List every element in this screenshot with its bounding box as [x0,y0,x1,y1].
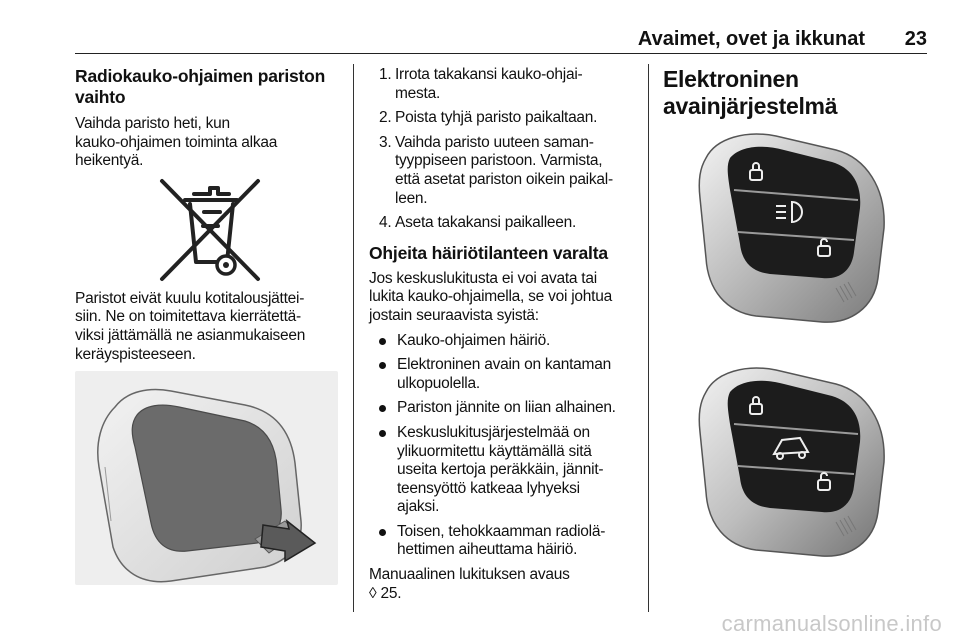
column-2 [369,66,637,603]
header-title: Avaimet, ovet ja ikkunat [637,28,865,50]
text-line: että asetat pariston oikein paikal- [395,170,613,188]
step-number: 1. [379,66,392,83]
text-line: teensyöttö katkeaa lyhyeksi [397,479,580,497]
text-line: lukita kauko-ohjaimella, se voi johtua [369,288,612,306]
text-line: heikentyä. [75,152,144,170]
list-item [369,523,637,560]
page-number: 23 [904,28,927,50]
step-item [369,134,637,208]
step-item [369,109,637,128]
text-line: viksi jättämällä ne asianmukaiseen [75,326,306,344]
page-ref-link[interactable]: 25. [380,584,402,602]
troubleshoot-intro [369,270,637,326]
text-line: Poista tyhjä paristo paikaltaan. [395,109,598,127]
bullet-dot [379,338,386,345]
text-line: tyyppiseen paristoon. Varmista, [395,152,603,170]
text-line: siin. Ne on toimitettava kierrätettä- [75,308,301,326]
text-line: Pariston jännite on liian alhainen. [397,399,616,417]
electronic-key-heading [663,66,933,120]
list-item [369,356,637,393]
bullet-dot [379,405,386,412]
step-item [369,66,637,103]
text-line: jostain seuraavista syistä: [369,306,539,324]
text-line: Vaihda paristo uuteen saman- [395,133,594,151]
text-line: ulkopuolella. [397,374,480,392]
text-line: Keskuslukitusjärjestelmää on [397,423,590,441]
electronic-key-lights-illustration [686,128,898,328]
site-watermark: carmanualsonline.info [721,611,942,636]
step-number: 4. [379,214,392,232]
column-3 [663,66,933,120]
battery-intro [75,115,337,171]
bullet-dot [379,362,386,369]
page-header [75,28,927,54]
column-divider-1 [353,64,354,612]
step-item [369,214,637,233]
bullet-dot [379,430,386,437]
text-line: Aseta takakansi paikalleen. [395,214,577,232]
key-fob-cover-illustration [75,371,338,585]
page-ref-line[interactable] [369,585,637,604]
text-line: kauko-ohjaimen toiminta alkaa [75,133,278,151]
column-divider-2 [648,64,649,612]
heading-line: Elektroninen [663,66,799,92]
text-line: useita kertoja peräkkäin, jännit- [397,461,604,479]
text-line: Jos keskuslukitusta ei voi avata tai [369,269,597,287]
text-line: Kauko-ohjaimen häiriö. [397,331,551,349]
bullet-dot [379,529,386,536]
step-number: 3. [379,133,392,151]
text-line: Manuaalinen lukituksen avaus [369,566,570,584]
text-line: Vaihda paristo heti, kun [75,115,230,132]
crossed-bin-icon [157,176,263,284]
key-fob-cover-drawing [75,371,338,585]
list-item [369,399,637,418]
battery-heading [75,66,337,108]
heading-line: avainjärjestelmä [663,93,838,119]
battery-steps [369,66,637,233]
text-line: Irrota takakansi kauko-ohjai- [395,66,583,83]
text-line: Toisen, tehokkaamman radiolä- [397,522,606,540]
page-ref-icon: ◊ [369,584,377,602]
disposal-text [75,290,337,364]
text-line: Elektroninen avain on kantaman [397,356,611,374]
text-line: Paristot eivät kuulu kotitalousjättei- [75,289,305,307]
text-line: ylikuormitettu käyttämällä sitä [397,442,592,460]
manual-unlock-ref [369,566,637,603]
text-line: leen. [395,189,428,207]
text-line: hettimen aiheuttama häiriö. [397,541,578,559]
battery-heading-line: vaihto [75,87,126,107]
text-line: keräyspisteeseen. [75,345,196,363]
battery-heading-line: Radiokauko-ohjaimen pariston [75,66,326,86]
text-line: mesta. [395,84,441,102]
list-item [369,332,637,351]
cause-list [369,332,637,561]
step-number: 2. [379,109,392,127]
electronic-key-tailgate-illustration [686,362,898,562]
troubleshoot-heading: Ohjeita häiriötilanteen varalta [369,242,608,263]
list-item [369,424,637,517]
text-line: ajaksi. [397,498,440,516]
